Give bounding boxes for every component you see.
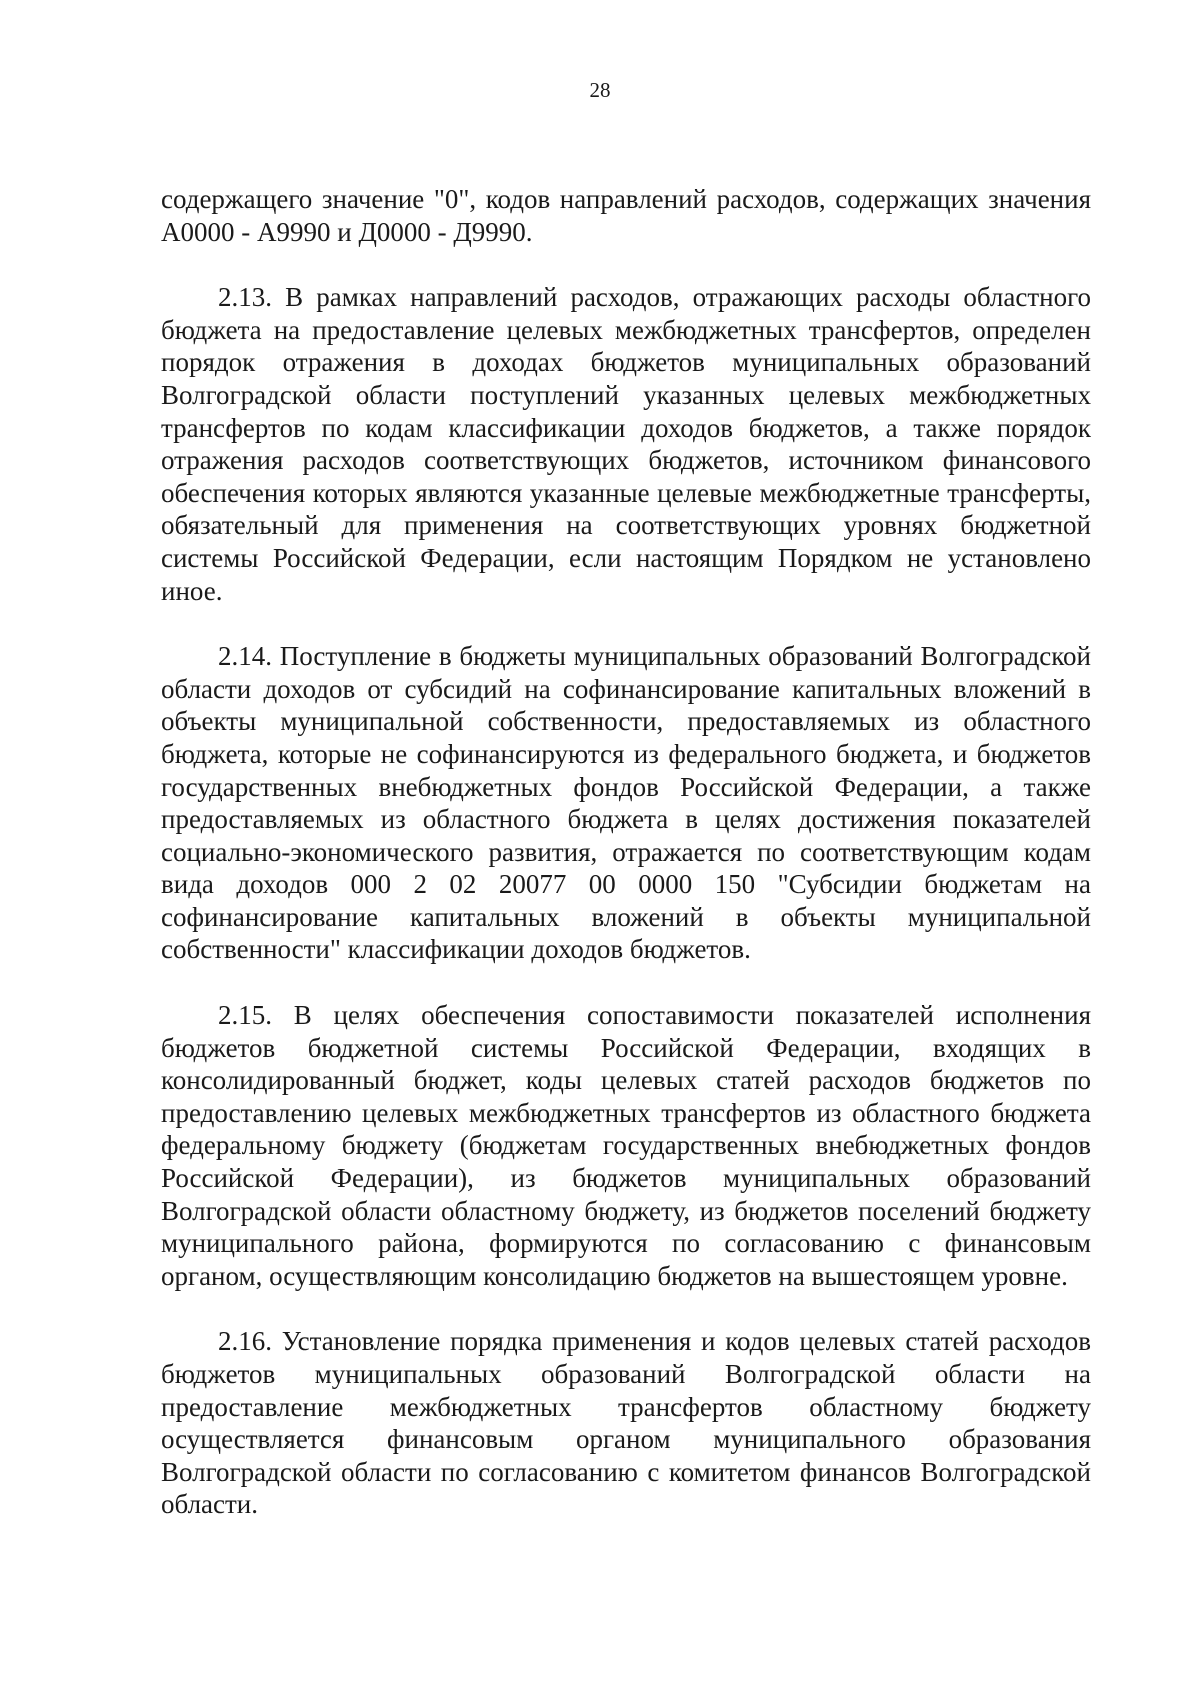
paragraph-2-16: 2.16. Установление порядка применения и кодов целевых статей расходов бюджетов муниципальных образований Волгоградской области на предоставление межбюджетных трансфертов областному бюджету осуществляется финансовым органом муниципального образования Волгоградской области по согласованию с комитетом финансов Волгоградской области. <box>161 1326 1091 1520</box>
paragraph-2-15: 2.15. В целях обеспечения сопоставимости показателей исполнения бюджетов бюджетной системы Российской Федерации, входящих в консолидированный бюджет, коды целевых статей расходов бюджетов по предоставлению целевых межбюджетных трансфертов из областного бюджета федеральному бюджету (бюджетам государственных внебюджетных фондов Российской Федерации), из бюджетов муниципальных образований Волгоградской области областному бюджету, из бюджетов поселений бюджету муниципального района, формируются по согласованию с финансовым органом, осуществляющим консолидацию бюджетов на вышестоящем уровне. <box>161 1000 1091 1291</box>
page-number: 28 <box>589 78 611 102</box>
document-body <box>161 183 1091 1521</box>
paragraph-2-14: 2.14. Поступление в бюджеты муниципальных образований Волгоградской области доходов от субсидий на софинансирование капитальных вложений в объекты муниципальной собственности, предоставляемых из областного бюджета, которые не софинансируются из федерального бюджета, и бюджетов государственных внебюджетных фондов Российской Федерации, а также предоставляемых из областного бюджета в целях достижения показателей социально-экономического развития, отражается по соответствующим кодам вида доходов 000 2 02 20077 00 0000 150 "Субсидии бюджетам на софинансирование капитальных вложений в объекты муниципальной собственности" классификации доходов бюджетов. <box>161 641 1091 965</box>
paragraph-2-13: 2.13. В рамках направлений расходов, отражающих расходы областного бюджета на предоставление целевых межбюджетных трансфертов, определен порядок отражения в доходах бюджетов муниципальных образований Волгоградской области поступлений указанных целевых межбюджетных трансфертов по кодам классификации доходов бюджетов, а также порядок отражения расходов соответствующих бюджетов, источником финансового обеспечения которых являются указанные целевые межбюджетные трансферты, обязательный для применения на соответствующих уровнях бюджетной системы Российской Федерации, если настоящим Порядком не установлено иное. <box>161 282 1091 606</box>
paragraph-continuation: содержащего значение "0", кодов направлений расходов, содержащих значения А0000 - А9990 и Д0000 - Д9990. <box>161 184 1091 247</box>
